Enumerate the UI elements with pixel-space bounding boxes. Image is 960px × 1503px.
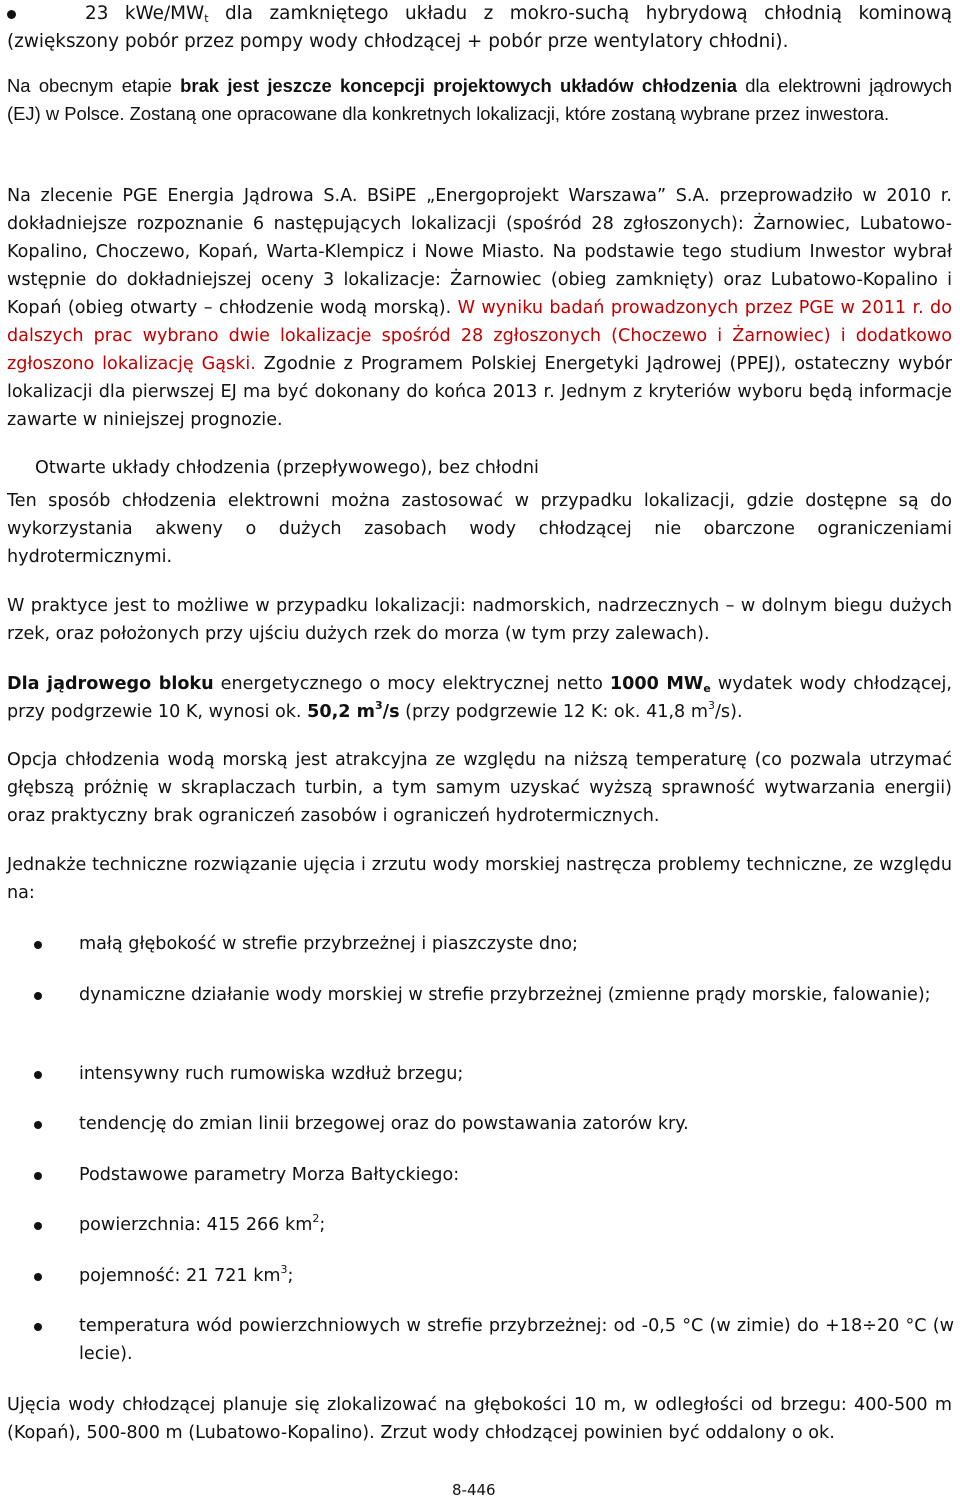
section-heading: Otwarte układy chłodzenia (przepływowego), bez chłodni — [35, 458, 539, 478]
paragraph-water-intake: Ujęcia wody chłodzącej planuje się zlokalizować na głębokości 10 m, w odległości od brzegu: 400-500 m (Kopań), 500-800 m (Lubatowo-Kopalino). Zrzut wody chłodzącej powinien być oddalony o ok. — [7, 1395, 952, 1443]
list-item: dynamiczne działanie wody morskiej w strefie przybrzeżnej (zmienne prądy morskie, falowanie); — [34, 981, 954, 1009]
list-item: tendencję do zmian linii brzegowej oraz do powstawania zatorów kry. — [34, 1110, 954, 1138]
cooling-consumption-text: 23 kWe/$MW_t$ dla zamkniętego układu z mokro-suchą hybrydową chłodnią kominową (zwiększony pobór przez pompy wody chłodzącej + pobór prze wentylatory chłodni). — [7, 3, 952, 52]
paragraph-open-cooling: Ten sposób chłodzenia elektrowni można zastosować w przypadku lokalizacji, gdzie dostępne są do wykorzystania akweny o dużych zasobach wody chłodzącej nie obarczone ograniczeniami hydrotermicznymi. — [7, 491, 952, 567]
red-highlight-text: W wyniku badań prowadzonych przez PGE w 2011 r. do dalszych prac wybrano dwie lokalizacje spośród 28 zgłoszonych (Choczewo i Żarnowiec) i dodatkowo zgłoszono lokalizację Gąski. — [7, 298, 952, 374]
bullet-icon — [34, 1071, 42, 1079]
page-number: 8-446 — [452, 1481, 496, 1499]
list-item: temperatura wód powierzchniowych w strefie przybrzeżnej: od -0,5 °C (w zimie) do +18÷20 °C (w lecie). — [34, 1312, 954, 1368]
paragraph-technical-problems: Jednakże techniczne rozwiązanie ujęcia i zrzutu wody morskiej nastręcza problemy techniczne, ze względu na: — [7, 855, 952, 903]
list-item: małą głębokość w strefie przybrzeżnej i piaszczyste dno; — [34, 930, 954, 958]
list-item: powierzchnia: 415 266 $km^2$; — [34, 1211, 954, 1239]
bullet-icon — [34, 992, 42, 1000]
paragraph-seawater-option: Opcja chłodzenia wodą morską jest atrakcyjna ze względu na niższą temperaturę (co pozwala utrzymać głębszą próżnię w skraplaczach turbin, a tym samym uzyskać wyższą sprawność wytwarzania energii) oraz praktyczny brak ograniczeń zasobów i ograniczeń hydrotermicznych. — [7, 750, 952, 826]
bullet-icon — [34, 1172, 42, 1180]
paragraph-locations: Na zlecenie PGE Energia Jądrowa S.A. BSiPE „Energoprojekt Warszawa” S.A. przeprowadziło w 2010 r. dokładniejsze rozpoznanie 6 następujących lokalizacji (spośród 28 zgłoszonych): Żarnowiec, Lubatowo-Kopalino, Choczewo, Kopań, Warta-Klempicz i Nowe Miasto. Na podstawie tego studium Inwestor wybrał wstępnie do dokładniejszej oceny 3 lokalizacje: Żarnowiec (obieg zamknięty) oraz Lubatowo-Kopalino i Kopań (obieg otwarty – chłodzenie wodą morską). W wyniku badań prowadzonych przez PGE w 2011 r. do dalszych prac wybrano dwie lokalizacje spośród 28 zgłoszonych (Choczewo i Żarnowiec) i dodatkowo zgłoszono lokalizację Gąski. Zgodnie z Programem Polskiej Energetyki Jądrowej (PPEJ), ostateczny wybór lokalizacji dla pierwszej EJ ma być dokonany do końca 2013 r. Jednym z kryteriów wyboru będą informacje zawarte w niniejszej prognozie. — [7, 186, 952, 430]
list-item: pojemność: 21 721 $km^3$; — [34, 1262, 954, 1290]
list-item: Podstawowe parametry Morza Bałtyckiego: — [34, 1161, 954, 1189]
paragraph-water-demand: Dla jądrowego bloku energetycznego o mocy elektrycznej netto 1000 $MW_e$ wydatek wody chłodzącej, przy podgrzewie 10 K, wynosi ok. 50,2 $m^3/s$ (przy podgrzewie 12 K: ok. 41,8 $m^3/s$). — [7, 674, 952, 722]
bullet-icon — [7, 10, 16, 19]
cooling-consumption-item — [7, 0, 952, 56]
paragraph-concepts: Na obecnym etapie brak jest jeszcze koncepcji projektowych układów chłodzenia dla elektrowni jądrowych (EJ) w Polsce. Zostaną one opracowane dla konkretnych lokalizacji, które zostaną wybrane przez inwestora. — [7, 75, 952, 124]
list-item: intensywny ruch rumowiska wzdłuż brzegu; — [34, 1060, 954, 1088]
bullet-icon — [34, 1273, 42, 1281]
bullet-icon — [34, 1323, 42, 1331]
paragraph-practice: W praktyce jest to możliwe w przypadku lokalizacji: nadmorskich, nadrzecznych – w dolnym biegu dużych rzek, oraz położonych przy ujściu dużych rzek do morza (w tym przy zalewach). — [7, 596, 952, 644]
bullet-icon — [34, 1222, 42, 1230]
bullet-icon — [34, 941, 42, 949]
bullet-icon — [34, 1121, 42, 1129]
